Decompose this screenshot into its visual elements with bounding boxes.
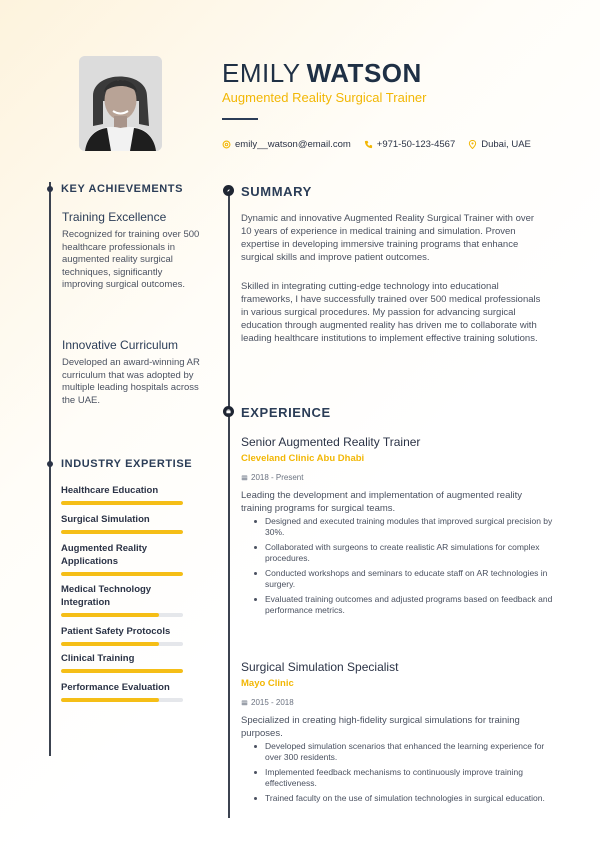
skill-item (61, 542, 183, 583)
job-company: Mayo Clinic (241, 678, 294, 689)
job-bullets (253, 741, 553, 808)
contact-row (222, 139, 531, 150)
job-dates (241, 473, 303, 482)
email-contact[interactable] (222, 139, 351, 150)
summary-paragraph: Skilled in integrating cutting-edge technology into educational frameworks, I have successfully trained over 500 medical professionals in various surgical procedures. My passion for advancing surgical education through augmented reality has driven me to collaborate with leading healthcare institutions to implement effective training solutions. (241, 281, 541, 344)
skills-list (61, 484, 183, 703)
phone-icon (364, 140, 373, 149)
job-summary: Specialized in creating high-fidelity surgical simulations for training purposes. (241, 715, 520, 739)
achievement-description: Recognized for training over 500 healthcare professionals in augmented reality surgical techniques, significantly improving surgical outcomes. (62, 229, 200, 290)
job-dates (241, 698, 294, 707)
skill-bar (61, 642, 183, 646)
summary-paragraph: Dynamic and innovative Augmented Reality Surgical Trainer with over 10 years of experience in medical training and simulation. Proven expertise in developing immersive training programs that enhance surgical skills and improve patient outcomes. (241, 213, 535, 263)
calendar-icon (241, 699, 248, 706)
list-item: Designed and executed training modules that improved surgical precision by 30%. (253, 516, 553, 538)
skill-item (61, 583, 183, 625)
skill-label: Performance Evaluation (61, 682, 170, 693)
skill-bar-fill (61, 669, 183, 673)
skill-label: Medical Technology Integration (61, 584, 152, 608)
job-title-entry: Senior Augmented Reality Trainer (241, 435, 421, 449)
skill-bar (61, 572, 183, 576)
expertise-bullet-dot (47, 461, 53, 467)
skill-label: Augmented Reality Applications (61, 543, 148, 567)
job-dates-text: 2018 - Present (251, 473, 304, 482)
skill-item (61, 652, 183, 681)
achievements-bullet-dot (47, 186, 53, 192)
skill-label: Patient Safety Protocols (61, 626, 171, 637)
first-name: EMILY (222, 58, 301, 88)
candidate-name (222, 58, 422, 89)
experience-heading: EXPERIENCE (241, 405, 331, 420)
skill-bar-fill (61, 501, 183, 505)
skill-bar (61, 698, 183, 702)
achievements-heading: KEY ACHIEVEMENTS (61, 183, 184, 195)
skill-bar-fill (61, 642, 159, 646)
expertise-heading: INDUSTRY EXPERTISE (61, 458, 193, 470)
skill-label: Healthcare Education (61, 485, 159, 496)
list-item: Implemented feedback mechanisms to continuously improve training effectiveness. (253, 767, 553, 789)
skill-label: Surgical Simulation (61, 514, 150, 525)
job-summary: Leading the development and implementation of augmented reality training programs for surgical teams. (241, 490, 522, 514)
map-pin-icon (468, 140, 477, 149)
list-item: Conducted workshops and seminars to educate staff on AR technologies in surgery. (253, 568, 553, 590)
achievement-description: Developed an award-winning AR curriculum that was adopted by multiple leading hospitals across the UAE. (62, 357, 200, 406)
left-timeline-line (49, 182, 51, 756)
skill-bar (61, 613, 183, 617)
achievement-title: Training Excellence (62, 210, 167, 224)
job-title: Augmented Reality Surgical Trainer (222, 90, 427, 105)
profile-photo (79, 56, 162, 151)
skill-label: Clinical Training (61, 653, 135, 664)
right-timeline-line (228, 192, 230, 818)
summary-heading: SUMMARY (241, 184, 312, 199)
skill-item (61, 484, 183, 513)
list-item: Evaluated training outcomes and adjusted programs based on feedback and performance metrics. (253, 594, 553, 616)
skill-item (61, 625, 183, 652)
phone-contact[interactable] (364, 139, 455, 150)
calendar-icon (241, 474, 248, 481)
location-text: Dubai, UAE (481, 139, 531, 150)
title-underline-divider (222, 118, 258, 120)
skill-bar-fill (61, 530, 183, 534)
skill-item (61, 681, 183, 703)
skill-bar-fill (61, 698, 159, 702)
location-contact (468, 139, 531, 150)
skill-bar (61, 669, 183, 673)
compass-icon (223, 185, 234, 196)
at-icon (222, 140, 231, 149)
skill-bar (61, 530, 183, 534)
skill-bar-fill (61, 613, 159, 617)
profile-photo-image (79, 56, 162, 151)
skill-bar-fill (61, 572, 183, 576)
skill-bar (61, 501, 183, 505)
job-bullets (253, 516, 553, 620)
job-company: Cleveland Clinic Abu Dhabi (241, 453, 365, 464)
list-item: Collaborated with surgeons to create realistic AR simulations for complex procedures. (253, 542, 553, 564)
list-item: Developed simulation scenarios that enhanced the learning experience for over 300 residents. (253, 741, 553, 763)
achievement-title: Innovative Curriculum (62, 338, 179, 352)
briefcase-icon (223, 406, 234, 417)
job-title-entry: Surgical Simulation Specialist (241, 660, 399, 674)
list-item: Trained faculty on the use of simulation technologies in surgical education. (253, 793, 553, 804)
last-name: WATSON (306, 58, 422, 88)
job-dates-text: 2015 - 2018 (251, 698, 294, 707)
skill-item (61, 513, 183, 542)
phone-text: +971-50-123-4567 (376, 139, 456, 150)
email-text: emily__watson@email.com (235, 139, 351, 150)
